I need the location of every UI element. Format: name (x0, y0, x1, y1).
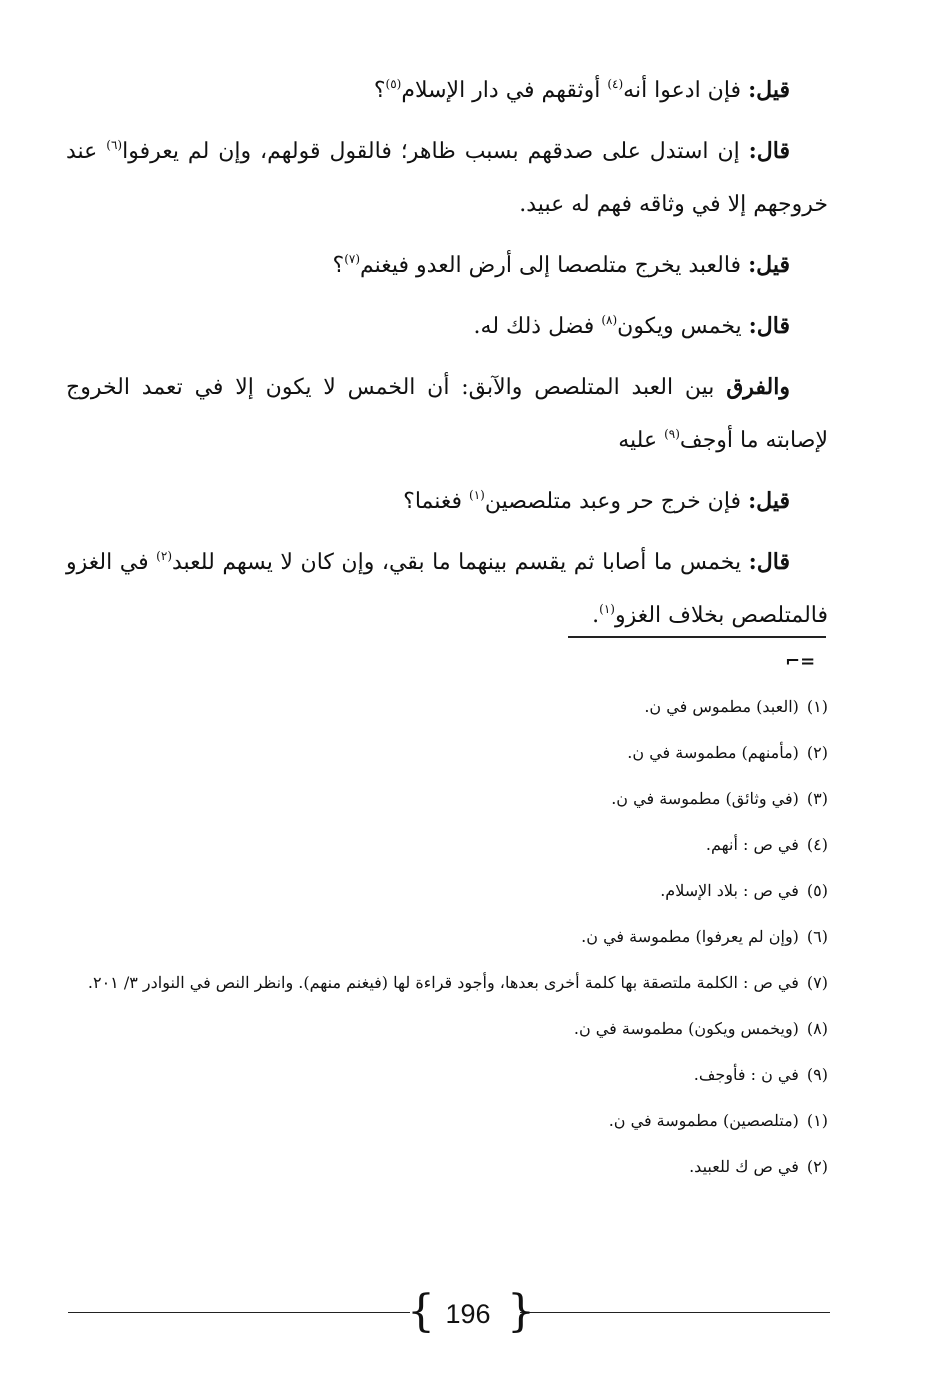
text: أوثقهم في دار الإسلام (401, 78, 601, 103)
footnote-text: (مأمنهم) مطموسة في ن. (627, 743, 799, 762)
paragraph-2 (66, 125, 828, 231)
footnote-number: (٣) (806, 789, 828, 808)
main-text (66, 64, 828, 650)
page-footer (0, 1286, 937, 1350)
paragraph-7 (66, 536, 828, 642)
keyword: قيل: (748, 488, 790, 514)
footnote-separator (568, 636, 826, 638)
right-brace: } (507, 1286, 535, 1337)
footnote-item (66, 914, 828, 960)
footnote-text: (العبد) مطموس في ن. (644, 697, 799, 716)
text: ؟ (373, 78, 386, 103)
footnote-text: في ص : أنهم. (705, 835, 799, 854)
left-brace: { (407, 1286, 435, 1337)
footnote-number: (٥) (806, 881, 828, 900)
keyword: قال: (748, 549, 790, 575)
footnote-ref: (٥) (385, 77, 402, 91)
footnote-number: (١) (806, 697, 828, 716)
footnote-ref: (١) (469, 488, 485, 502)
footnote-ref: (٧) (344, 252, 361, 266)
footnote-number: (٦) (806, 927, 828, 946)
footnote-ref: (٨) (601, 313, 618, 327)
footnotes (66, 684, 828, 1190)
text: فغنما؟ (403, 489, 463, 514)
footer-rule (520, 1312, 830, 1313)
footnote-ref: (٢) (156, 549, 172, 563)
footnote-number: (٨) (806, 1019, 828, 1038)
keyword: والفرق (726, 374, 790, 400)
footnote-item (66, 868, 828, 914)
footnote-ref: (٩) (664, 427, 680, 441)
footnote-item (66, 1144, 828, 1190)
footnote-number: (١) (806, 1111, 828, 1130)
keyword: قيل: (748, 252, 790, 278)
text: بين العبد المتلصص والآبق: أن الخمس لا يكون إلا في تعمد الخروج لإصابته ما أوجف (66, 375, 828, 453)
text: عند خروجهم إلا في وثاقه فهم له عبيد. (66, 139, 828, 217)
footnote-number: (٢) (806, 1157, 828, 1176)
footnote-item (66, 1098, 828, 1144)
text: فالعبد يخرج متلصصا إلى أرض العدو فيغنم (360, 253, 742, 278)
footnote-item (66, 684, 828, 730)
keyword: قال: (748, 138, 790, 164)
footnote-text: (ويخمس ويكون) مطموسة في ن. (573, 1019, 799, 1038)
footnote-item (66, 730, 828, 776)
footnote-text: (وإن لم يعرفوا) مطموسة في ن. (581, 927, 799, 946)
page-number: 196 (445, 1299, 491, 1329)
paragraph-6 (66, 475, 828, 528)
footnote-mark: ⌐= (785, 651, 816, 672)
footnote-number: (٤) (806, 835, 828, 854)
text: فإن خرج حر وعبد متلصصين (484, 489, 742, 514)
footnote-item (66, 1006, 828, 1052)
paragraph-4 (66, 300, 828, 353)
text: فإن ادعوا أنه (623, 78, 742, 103)
footnote-text: في ص ك للعبيد. (689, 1157, 799, 1176)
footnote-item (66, 965, 828, 1001)
footnote-ref: (٤) (607, 77, 624, 91)
footnote-text: في ص : الكلمة ملتصقة بها كلمة أخرى بعدها، وأجود قراءة لها (فيغنم منهم). وانظر النص في النوادر ٣/ ٢٠١. (87, 973, 799, 992)
footnote-text: (متلصصين) مطموسة في ن. (608, 1111, 799, 1130)
paragraph-1 (66, 64, 828, 117)
footnote-item (66, 822, 828, 868)
footnote-text: (في وثائق) مطموسة في ن. (611, 789, 799, 808)
footnote-text: في ن : فأوجف. (693, 1065, 799, 1084)
footnote-item (66, 776, 828, 822)
text: إن استدل على صدقهم بسبب ظاهر؛ فالقول قولهم، وإن لم يعرفوا (122, 139, 740, 164)
paragraph-3 (66, 239, 828, 292)
footnote-number: (٧) (806, 973, 828, 992)
text: يخمس ما أصابا ثم يقسم بينهما ما بقي، وإن كان لا يسهم للعبد (172, 550, 742, 575)
footer-rule (68, 1312, 410, 1313)
text: عليه (618, 428, 658, 453)
paragraph-5 (66, 361, 828, 467)
text: فضل ذلك له. (473, 314, 595, 339)
keyword: قال: (748, 313, 790, 339)
footnote-number: (٢) (806, 743, 828, 762)
text: ؟ (332, 253, 345, 278)
footnote-ref: (٦) (106, 138, 123, 152)
text: في الغزو فالمتلصص بخلاف الغزو (66, 550, 828, 628)
text: . (592, 603, 600, 628)
footnote-item (66, 1052, 828, 1098)
footnote-number: (٩) (806, 1065, 828, 1084)
footnote-ref: (١) (599, 602, 615, 616)
keyword: قيل: (748, 77, 790, 103)
footnote-text: في ص : بلاد الإسلام. (660, 881, 799, 900)
text: يخمس ويكون (617, 314, 742, 339)
